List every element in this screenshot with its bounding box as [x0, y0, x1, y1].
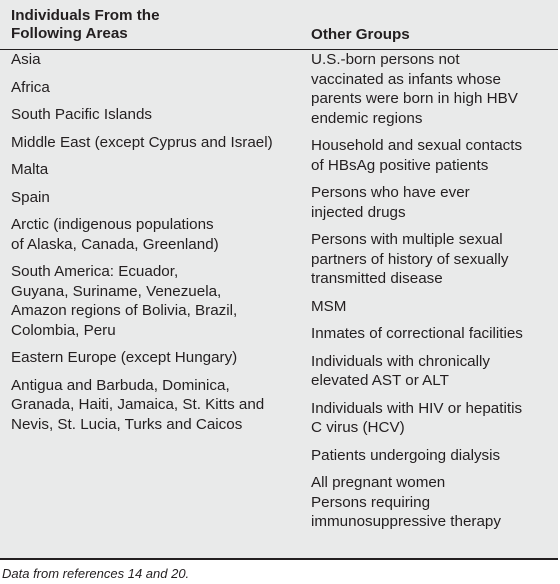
- area-item: Malta: [11, 161, 49, 178]
- other-groups-header-text: Other Groups: [311, 26, 410, 43]
- area-item: Spain: [11, 188, 50, 206]
- area-item: South America: Ecuador, Guyana, Suriname, Venezuela, Amazon regions of Bolivia, Brazil, Colombia, Peru: [11, 263, 238, 339]
- group-item: Individuals with chronically elevated AST or ALT: [311, 352, 490, 389]
- group-item: Persons with multiple sexual partners of history of sexually transmitted disease: [311, 231, 509, 287]
- area-item: Africa: [11, 78, 50, 96]
- areas-header-text: Individuals From the Following Areas: [11, 7, 160, 42]
- areas-header: [11, 0, 301, 43]
- other-groups-list: [311, 50, 555, 532]
- group-item: MSM: [311, 297, 347, 315]
- other-groups-column: [311, 0, 555, 540]
- area-item: Asia: [11, 51, 41, 68]
- table-caption: Data from references 14 and 20.: [2, 566, 190, 581]
- areas-list: [11, 50, 301, 434]
- group-item: U.S.-born persons not vaccinated as infants whose parents were born in high HBV endemic regions: [311, 51, 518, 127]
- group-item: Persons who have ever injected drugs: [311, 184, 470, 221]
- areas-column: [11, 0, 301, 442]
- area-item: Eastern Europe (except Hungary): [11, 349, 238, 366]
- other-groups-header: [311, 0, 555, 43]
- group-item: Household and sexual contacts of HBsAg positive patients: [311, 137, 523, 174]
- area-item: Arctic (indigenous populations of Alaska, Canada, Greenland): [11, 216, 219, 253]
- area-item: Antigua and Barbuda, Dominica, Granada, Haiti, Jamaica, St. Kitts and Nevis, St. Lucia, Turks and Caicos: [11, 376, 265, 433]
- group-item: Individuals with HIV or hepatitis C virus (HCV): [311, 399, 523, 436]
- area-item: Middle East (except Cyprus and Israel): [11, 133, 273, 151]
- group-item: All pregnant women Persons requiring immunosuppressive therapy: [311, 474, 501, 530]
- area-item: South Pacific Islands: [11, 106, 152, 123]
- group-item: Patients undergoing dialysis: [311, 446, 501, 464]
- group-item: Inmates of correctional facilities: [311, 325, 523, 342]
